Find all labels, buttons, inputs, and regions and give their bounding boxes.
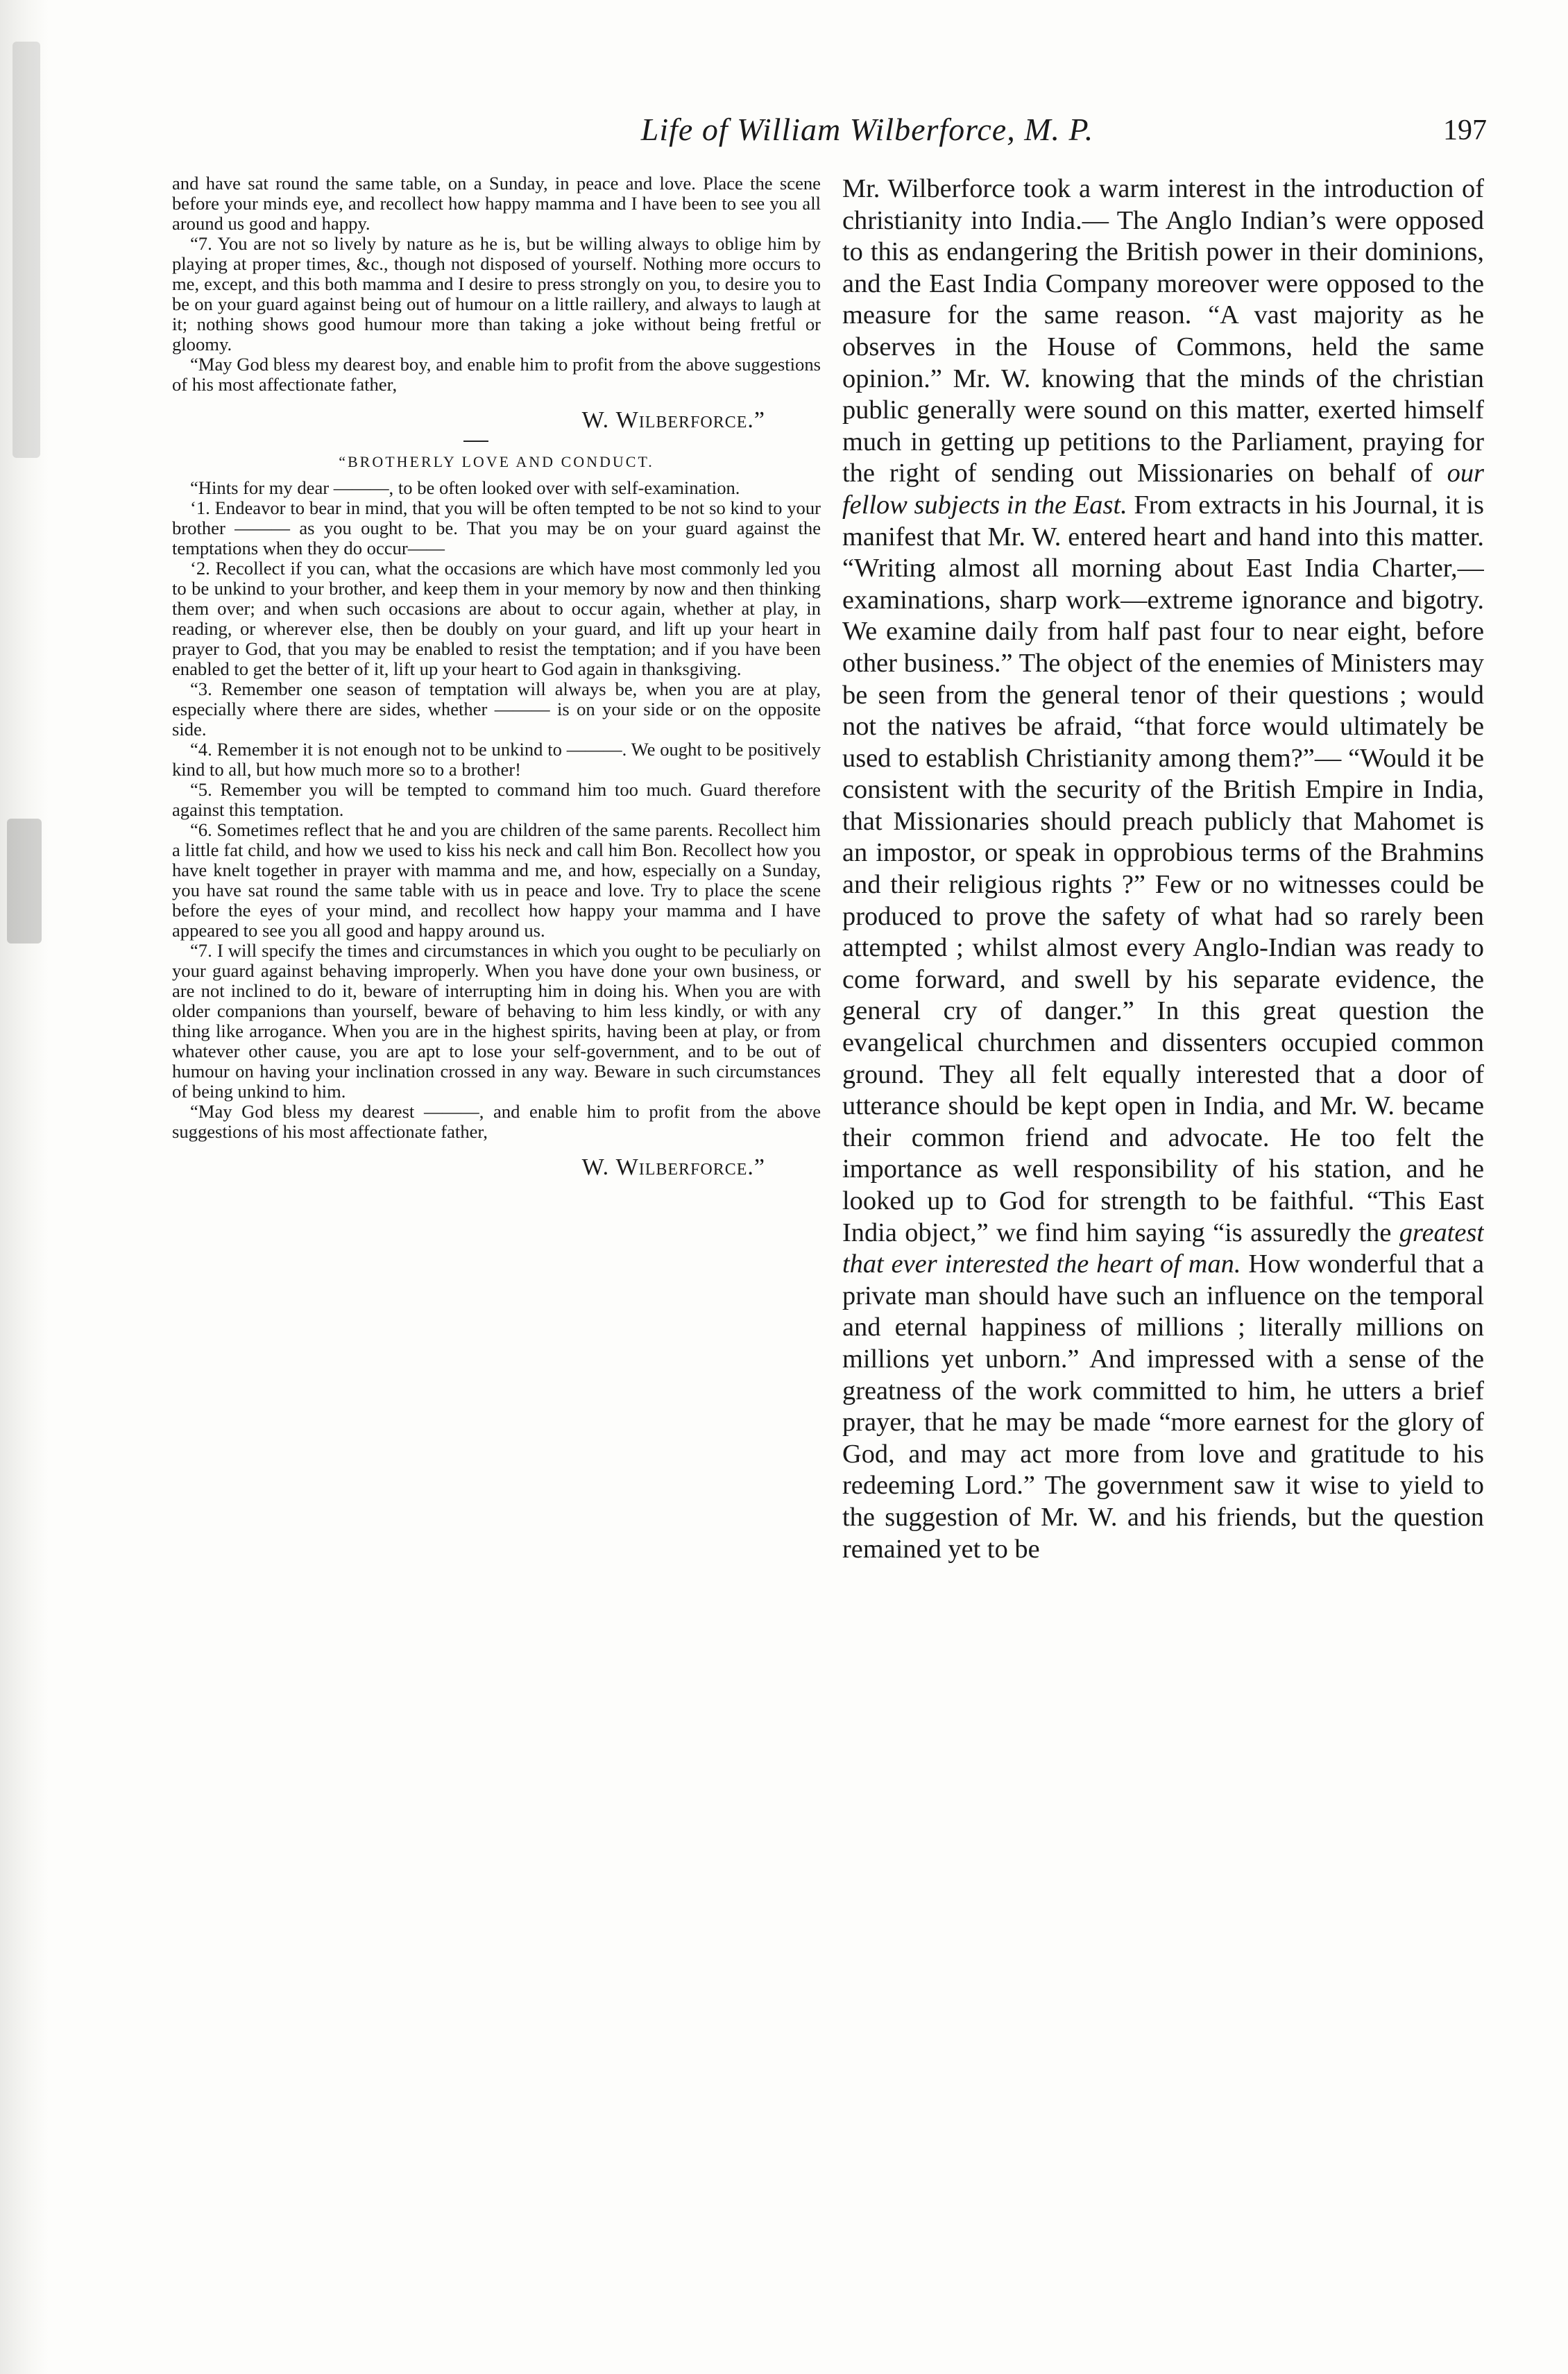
left-column <box>172 173 821 2324</box>
signature-name: Wilberforce.” <box>615 407 765 433</box>
paragraph: and have sat round the same table, on a Sunday, in peace and love. Place the scene before your minds eye, and recollect how happy mamma and I have been to see you all around us good and happy. <box>172 173 821 234</box>
paragraph: “4. Remember it is not enough not to be unkind to ———. We ought to be positively kind to all, but how much more so to a brother! <box>172 739 821 780</box>
right-column <box>842 173 1484 2324</box>
paragraph: “6. Sometimes reflect that he and you are children of the same parents. Recollect him a little fat child, and how we used to kiss his neck and call him Bon. Recollect how you have knelt together in prayer with mamma and me, and how, especially on a Sunday, you have sat round the same table with us in peace and love. Try to place the scene before the eyes of your mind, and recollect how happy your mamma and I have appeared to see you all good and happy around us. <box>172 819 821 941</box>
edge-stain <box>12 42 40 458</box>
signature-name: Wilberforce.” <box>615 1154 765 1180</box>
signature-initial: W. <box>581 1154 616 1180</box>
signature <box>172 1154 821 1181</box>
paragraph: ‘2. Recollect if you can, what the occasions are which have most commonly led you to be unkind to your brother, and keep them in your memory by now and then thinking them over; and when such occasions are about to occur again, whether at play, in reading, or wherever else, then be doubly on your guard, and lift up your heart in prayer to God, that you may be enabled to resist the temptation; and if you have been enabled to get the better of it, lift up your heart to God again in thanksgiving. <box>172 558 821 679</box>
closing-paragraph: “May God bless my dearest boy, and enable him to profit from the above suggestions of his most affectionate father, <box>172 354 821 395</box>
italic-text: our fellow subjects in the East. <box>842 459 1484 520</box>
italic-text: greatest that ever interested the heart of man. <box>842 1218 1484 1279</box>
paragraph: “7. I will specify the times and circumstances in which you ought to be peculiarly on your guard against behaving improperly. When you have done your own business, or are not inclined to do it, beware of interrupting him in doing his. When you are with older companions than yourself, beware of behaving to him less kindly, or with any thing like arrogance. When you are in the highest spirits, having been at play, or from whatever other cause, you are apt to lose your self-government, and to be out of humour on having your inclination crossed in any way. Beware in such circumstances of being unkind to him. <box>172 940 821 1102</box>
section-divider <box>463 441 488 442</box>
text-run: From extracts in his Journal, it is manifest that Mr. W. entered heart and hand into this matter. “Writing almost all morning about East India Charter,—examinations, sharp work—extreme ignorance and bigotry. We examine daily from half past four to near eight, before other business.” The object of the enemies of Ministers may be seen from the general tenor of their questions ; would not the natives be afraid, “that force would ultimately be used to establish Christianity among them?”— “Would it be consistent with the security of the British Empire in India, that Missionaries should preach publicly that Mahomet is an impostor, or speak in opprobious terms of the Brahmins and their religious rights ?” Few or no witnesses could be produced to prove the safety of what had so rarely been attempted ; whilst almost every Anglo-Indian was ready to come forward, and swell by his separate evidence, the general cry of danger.” In this great question the evangelical churchmen and dissenters occupied common ground. They all felt equally interested that a door of utterance should be kept open in India, and Mr. W. became their common friend and advocate. He too felt the importance as well responsibility of his station, and he looked up to God for strength to be faithful. “This East India object,” we find him saying “is assuredly the <box>842 490 1484 1247</box>
signature <box>172 407 821 434</box>
running-title: Life of William Wilberforce, M. P. <box>640 112 1094 147</box>
text-run: Mr. Wilberforce took a warm interest in the introduction of christianity into India.— The Anglo Indian’s were opposed to this as endangering the British power in their dominions, and the East India Company moreover were opposed to the measure for the same reason. “A vast majority as he observes in the House of Commons, held the same opinion.” Mr. W. knowing that the minds of the christian public generally were sound on this matter, exerted himself much in getting up petitions to the Parliament, praying for the right of sending out Missionaries on behalf of <box>842 174 1484 488</box>
section-heading: “BROTHERLY LOVE AND CONDUCT. <box>339 453 654 470</box>
page-number: 197 <box>1443 114 1487 146</box>
paragraph: ‘1. Endeavor to bear in mind, that you will be often tempted to be not so kind to your brother ——— as you ought to be. That you may be on your guard against the temptations when they do occur—— <box>172 497 821 558</box>
closing-paragraph: “May God bless my dearest ———, and enable him to profit from the above suggestions of his most affectionate father, <box>172 1101 821 1142</box>
paragraph: “7. You are not so lively by nature as he is, but be willing always to oblige him by playing at proper times, &c., though not disposed of yourself. Nothing more occurs to me, except, and this both mamma and I desire to press strongly on you, to desire you to be on your guard against being out of humour on a little raillery, and always to laugh at it; nothing shows good humour more than taking a joke without being fretful or gloomy. <box>172 233 821 355</box>
edge-stain <box>7 819 42 943</box>
text-run: How wonderful that a private man should have such an influence on the temporal and eternal happiness of millions ; literally millions on millions yet unborn.” And impressed with a sense of the greatness of the work committed to him, he utters a brief prayer, that he may be made “more earnest for the glory of God, and may act more from love and gratitude to his redeeming Lord.” The government saw it wise to yield to the suggestion of Mr. W. and his friends, but the question remained yet to be <box>842 1249 1484 1564</box>
paragraph <box>842 173 1484 1565</box>
signature-initial: W. <box>581 407 616 433</box>
paragraph: “3. Remember one season of temptation will always be, when you are at play, especially where there are sides, whether ——— is on your side or on the opposite side. <box>172 678 821 740</box>
paragraph: “Hints for my dear ———, to be often looked over with self-examination. <box>190 477 740 498</box>
paragraph: “5. Remember you will be tempted to command him too much. Guard therefore against this temptation. <box>172 779 821 820</box>
